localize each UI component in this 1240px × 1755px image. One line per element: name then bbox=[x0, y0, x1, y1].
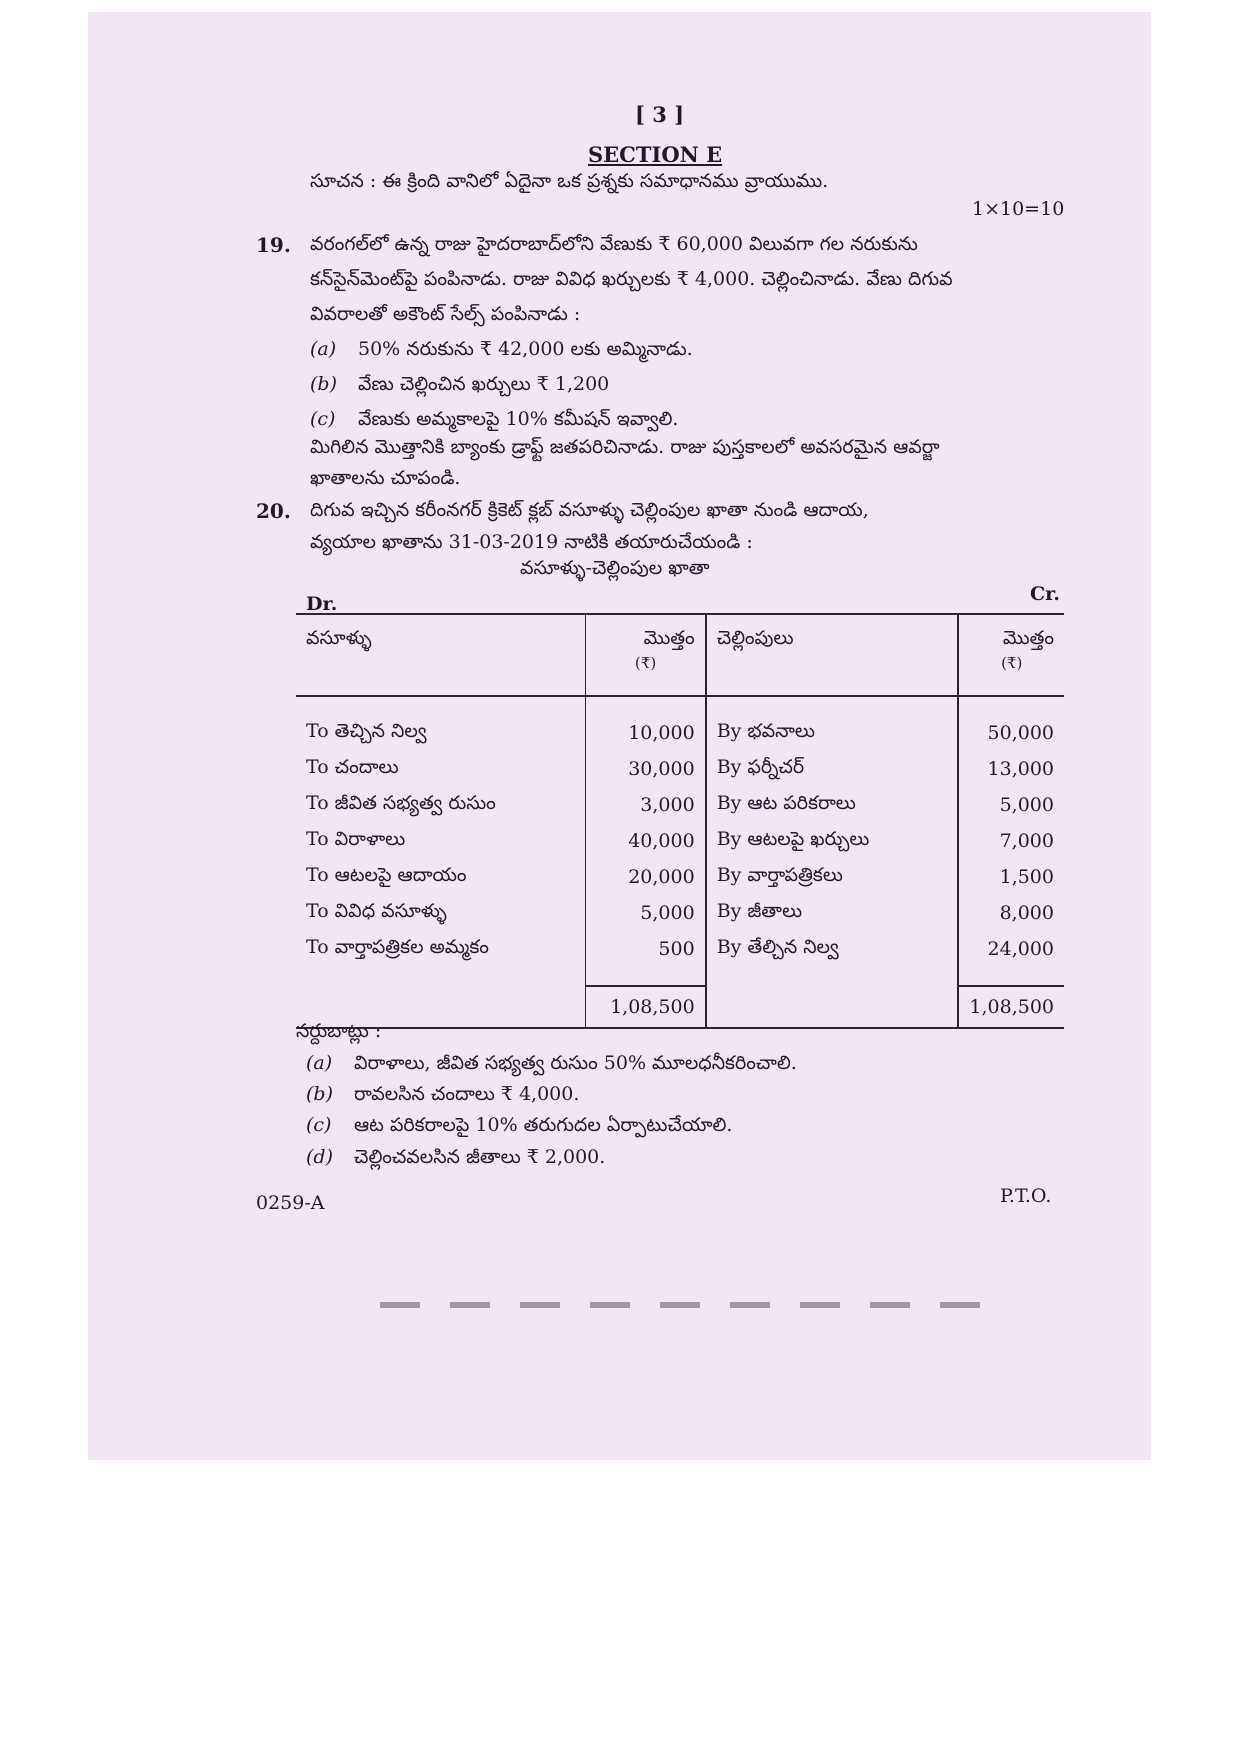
receipt-amount: 30,000 bbox=[586, 751, 706, 787]
receipt-item: To తెచ్చిన నిల్వ bbox=[296, 715, 586, 751]
receipt-amount: 40,000 bbox=[586, 823, 706, 859]
receipt-amount: 500 bbox=[586, 931, 706, 967]
q19-closing: మిగిలిన మొత్తానికి బ్యాంకు డ్రాఫ్ట్ జతపరిచినాడు. రాజు పుస్తకాలలో అవసరమైన ఆవర్జా bbox=[310, 436, 940, 458]
payment-amount: 5,000 bbox=[999, 794, 1054, 816]
scan-smudge bbox=[380, 1302, 980, 1308]
paper-code: 0259-A bbox=[256, 1192, 325, 1214]
table-spacer bbox=[296, 696, 1064, 715]
table-header-row bbox=[296, 614, 1064, 696]
receipt-amount: 3,000 bbox=[586, 787, 706, 823]
currency-header-text: (₹) bbox=[634, 654, 657, 672]
payment-amount: 7,000 bbox=[999, 830, 1054, 852]
receipt-item: To చందాలు bbox=[296, 751, 586, 787]
adjustment-label: (a) bbox=[306, 1052, 333, 1074]
receipt-amount: 10,000 bbox=[586, 715, 706, 751]
credit-label: Cr. bbox=[1030, 583, 1061, 605]
pto-label: P.T.O. bbox=[1000, 1185, 1052, 1207]
marks-allocation: 1×10=10 bbox=[972, 198, 1065, 220]
q19-line: కన్‌సైన్‌మెంట్‌పై పంపినాడు. రాజు వివిధ ఖర్చులకు ₹ 4,000. చెల్లించినాడు. వేణు దిగువ bbox=[310, 268, 953, 290]
q19-number: 19. bbox=[256, 233, 291, 257]
adjustment-label: (b) bbox=[306, 1083, 333, 1105]
table-total-row bbox=[296, 986, 1064, 1028]
table-row bbox=[296, 823, 1064, 859]
payment-amount: 1,500 bbox=[999, 866, 1054, 888]
q19-line: వివరాలతో అకౌంట్ సేల్స్ పంపినాడు : bbox=[310, 303, 581, 325]
q19-item-label: (b) bbox=[310, 373, 337, 395]
payment-item: By జీతాలు bbox=[706, 895, 959, 931]
q20-line: దిగువ ఇచ్చిన కరీంనగర్ క్రికెట్ క్లబ్ వసూళ్ళు చెల్లింపుల ఖాతా నుండి ఆదాయ, bbox=[310, 499, 869, 521]
receipt-amount: 20,000 bbox=[586, 859, 706, 895]
amount-header-text: మొత్తం bbox=[1002, 627, 1054, 649]
payment-amount: 8,000 bbox=[999, 902, 1054, 924]
receipts-payments-account-table bbox=[296, 613, 1064, 1029]
payments-header: చెల్లింపులు bbox=[706, 614, 959, 696]
receipt-item: To జీవిత సభ్యత్వ రుసుం bbox=[296, 787, 586, 823]
receipt-amount: 5,000 bbox=[586, 895, 706, 931]
receipt-item: To విరాళాలు bbox=[296, 823, 586, 859]
page-number: [ 3 ] bbox=[635, 102, 685, 127]
payment-amount: 50,000 bbox=[987, 722, 1054, 744]
section-heading: SECTION E bbox=[588, 142, 723, 167]
payment-amount: 13,000 bbox=[987, 758, 1054, 780]
q19-line: వరంగల్‌లో ఉన్న రాజు హైదరాబాద్‌లోని వేణుకు ₹ 60,000 విలువగా గల నరుకును bbox=[310, 233, 918, 255]
payment-item: By వార్తాపత్రికలు bbox=[706, 859, 959, 895]
q19-item-text: 50% నరుకును ₹ 42,000 లకు అమ్మినాడు. bbox=[358, 338, 693, 360]
adjustment-text: చెల్లించవలసిన జీతాలు ₹ 2,000. bbox=[354, 1146, 606, 1168]
receipt-item: To వార్తాపత్రికల అమ్మకం bbox=[296, 931, 586, 967]
debit-label: Dr. bbox=[306, 593, 338, 615]
adjustment-text: విరాళాలు, జీవిత సభ్యత్వ రుసుం 50% మూలధనీకరించాలి. bbox=[354, 1052, 797, 1074]
payments-amount-header bbox=[958, 614, 1064, 696]
q19-item-text: వేణుకు అమ్మకాలపై 10% కమీషన్ ఇవ్వాలి. bbox=[358, 408, 679, 430]
receipts-header: వసూళ్ళు bbox=[296, 614, 586, 696]
payment-item: By ఆట పరికరాలు bbox=[706, 787, 959, 823]
q19-item-text: వేణు చెల్లించిన ఖర్చులు ₹ 1,200 bbox=[358, 373, 610, 395]
currency-header-text: (₹) bbox=[1001, 654, 1023, 672]
table-row bbox=[296, 859, 1064, 895]
receipt-item: To ఆటలపై ఆదాయం bbox=[296, 859, 586, 895]
q20-line: వ్యయాల ఖాతాను 31-03-2019 నాటికి తయారుచేయండి : bbox=[310, 531, 753, 553]
instruction-text: సూచన : ఈ క్రింది వానిలో ఏదైనా ఒక ప్రశ్నకు సమాధానము వ్రాయుము. bbox=[310, 170, 829, 192]
adjustment-text: ఆట పరికరాలపై 10% తరుగుదల ఏర్పాటుచేయాలి. bbox=[354, 1114, 733, 1136]
table-spacer bbox=[296, 967, 1064, 986]
receipt-item: To వివిధ వసూళ్ళు bbox=[296, 895, 586, 931]
adjustment-label: (c) bbox=[306, 1114, 332, 1136]
table-row bbox=[296, 751, 1064, 787]
receipts-amount-header bbox=[586, 614, 706, 696]
table-row bbox=[296, 715, 1064, 751]
table-row bbox=[296, 895, 1064, 931]
payment-item: By భవనాలు bbox=[706, 715, 959, 751]
adjustment-label: (d) bbox=[306, 1146, 333, 1168]
table-title: వసూళ్ళు-చెల్లింపుల ఖాతా bbox=[520, 557, 710, 579]
adjustment-text: రావలసిన చందాలు ₹ 4,000. bbox=[354, 1083, 580, 1105]
payments-total: 1,08,500 bbox=[958, 986, 1064, 1028]
payment-amount: 24,000 bbox=[987, 938, 1054, 960]
table-row bbox=[296, 787, 1064, 823]
receipts-total: 1,08,500 bbox=[586, 986, 706, 1028]
q19-item-label: (c) bbox=[310, 408, 336, 430]
adjustments-title: సర్దుబాట్లు : bbox=[296, 1020, 382, 1042]
amount-header-text: మొత్తం bbox=[643, 627, 695, 649]
q19-item-label: (a) bbox=[310, 338, 337, 360]
q19-closing: ఖాతాలను చూపండి. bbox=[310, 467, 461, 489]
table-row bbox=[296, 931, 1064, 967]
payment-item: By తేల్చిన నిల్వ bbox=[706, 931, 959, 967]
q20-number: 20. bbox=[256, 499, 291, 523]
payment-item: By ఫర్నీచర్ bbox=[706, 751, 959, 787]
payment-item: By ఆటలపై ఖర్చులు bbox=[706, 823, 959, 859]
